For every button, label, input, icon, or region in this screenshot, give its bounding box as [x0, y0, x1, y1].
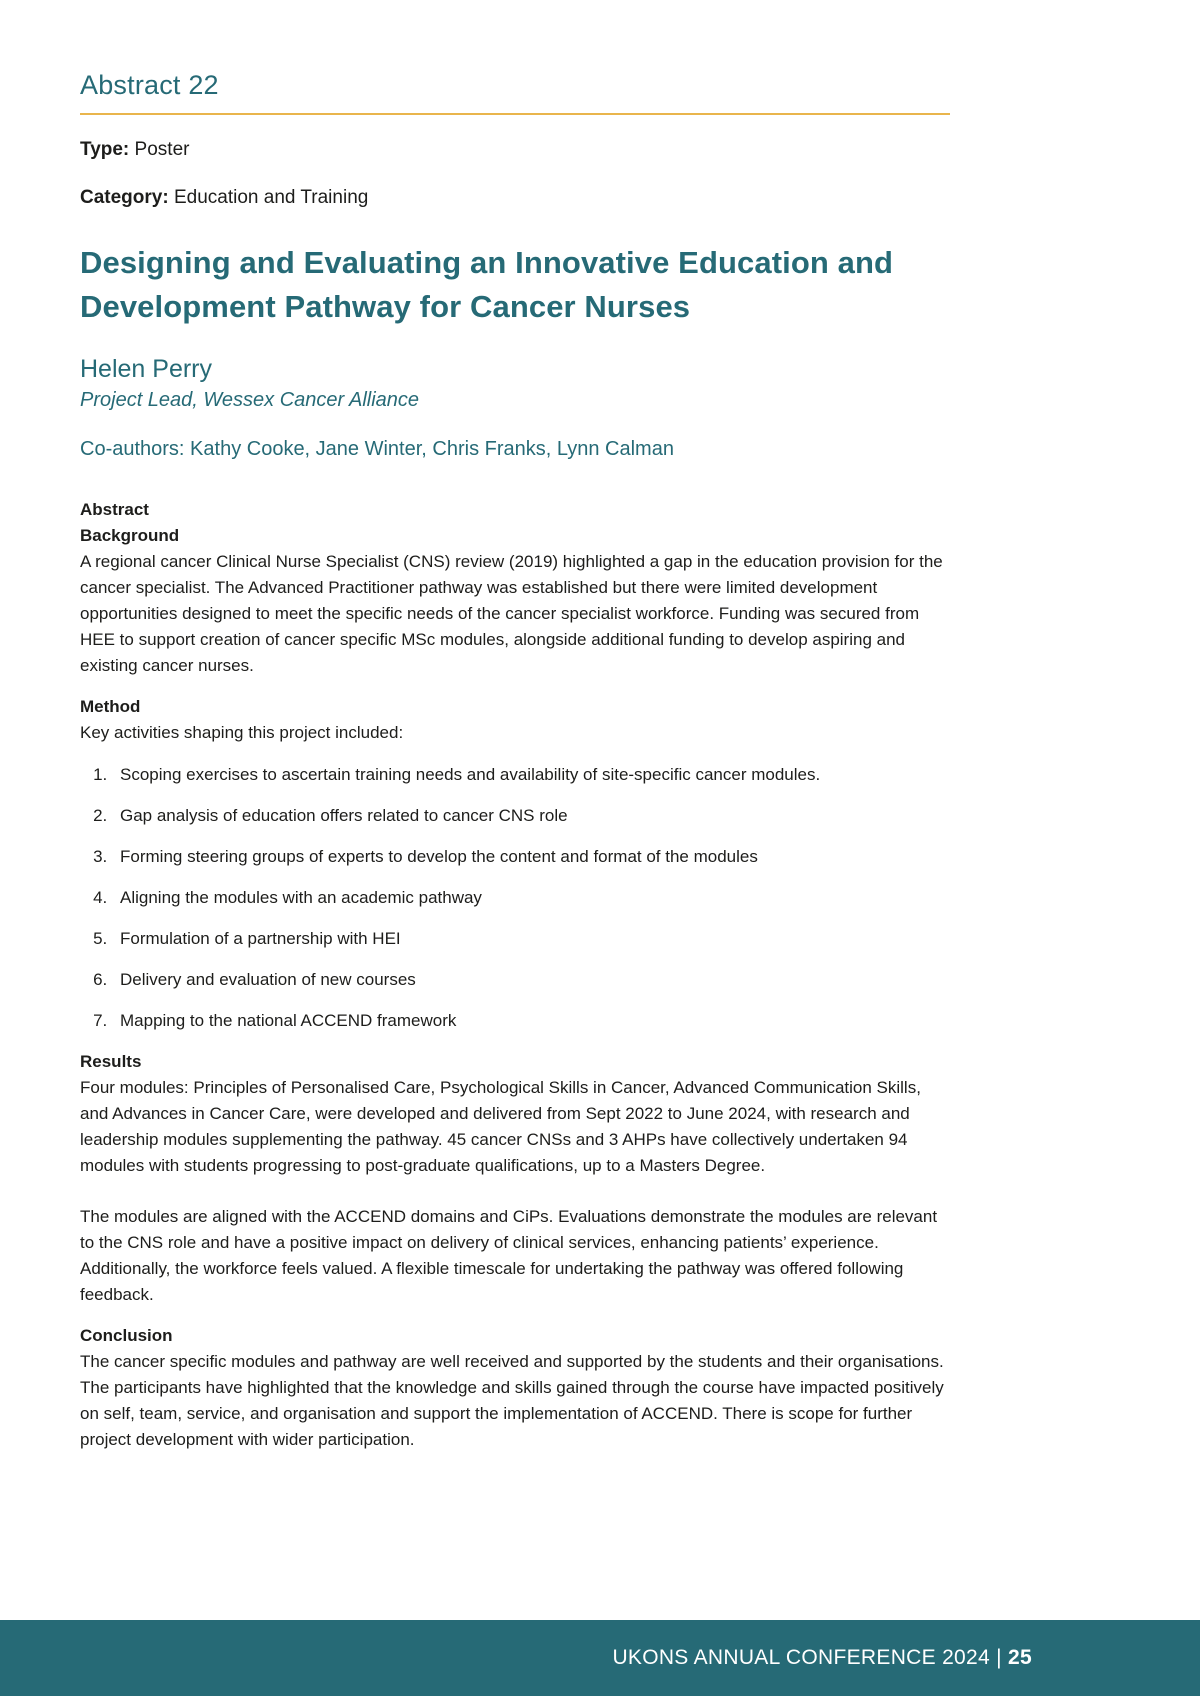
method-heading: Method	[80, 697, 141, 717]
footer-bar	[0, 1620, 1200, 1696]
footer-conference-text: UKONS ANNUAL CONFERENCE 2024	[612, 1646, 990, 1669]
type-label: Type:	[80, 139, 130, 160]
gold-divider	[80, 113, 950, 115]
abstract-heading: Abstract	[80, 500, 149, 520]
results-paragraph: The modules are aligned with the ACCEND domains and CiPs. Evaluations demonstrate the modules are relevant to the CNS role and have a positive impact on delivery of clinical services, enhancing patients’ experience. Additionally, the workforce feels valued. A flexible timescale for undertaking the pathway was offered following feedback.	[80, 1207, 938, 1305]
abstract-number-heading: Abstract 22	[80, 70, 219, 100]
category-label: Category:	[80, 187, 169, 208]
conclusion-heading: Conclusion	[80, 1326, 173, 1346]
section-results	[80, 1049, 952, 1308]
category-line	[80, 187, 950, 209]
method-step: 2. Gap analysis of education offers related to cancer CNS role	[112, 803, 952, 829]
results-paragraph: Four modules: Principles of Personalised Care, Psychological Skills in Cancer, Advanced Communication Skills, and Advances in Cancer Care, were developed and delivered from Sept 2022 to June 2024, with research and leadership modules supplementing the pathway. 45 cancer CNSs and 3 AHPs have collectively undertaken 94 modules with students progressing to post-graduate qualifications, up to a Masters Degree.	[80, 1078, 921, 1176]
type-value: Poster	[134, 139, 190, 160]
author-role: Project Lead, Wessex Cancer Alliance	[80, 389, 420, 412]
author-name: Helen Perry	[80, 355, 212, 384]
method-step: 3. Forming steering groups of experts to develop the content and format of the modules	[112, 844, 952, 870]
coauthors-line: Co-authors: Kathy Cooke, Jane Winter, Chris Franks, Lynn Calman	[80, 438, 674, 461]
abstract-body	[80, 497, 952, 1453]
footer-separator: |	[990, 1646, 1009, 1669]
conclusion-text: The cancer specific modules and pathway are well received and supported by the students and their organisations. The participants have highlighted that the knowledge and skills gained through the course have impacted positively on self, team, service, and organisation and support the implementation of ACCEND. There is scope for further project development with wider participation.	[80, 1352, 944, 1450]
background-heading: Background	[80, 526, 180, 546]
category-value: Education and Training	[173, 187, 369, 208]
method-step: 7. Mapping to the national ACCEND framework	[112, 1008, 952, 1034]
method-step: 1. Scoping exercises to ascertain training needs and availability of site-specific cancer modules.	[112, 762, 952, 788]
footer-page-number: 25	[1008, 1646, 1032, 1669]
page-title: Designing and Evaluating an Innovative Education and Development Pathway for Cancer Nurses	[80, 245, 894, 325]
section-method	[80, 694, 952, 1034]
method-step: 4. Aligning the modules with an academic pathway	[112, 885, 952, 911]
method-intro: Key activities shaping this project included:	[80, 723, 404, 743]
method-list	[80, 762, 952, 1034]
method-step: 6. Delivery and evaluation of new courses	[112, 967, 952, 993]
section-abstract	[80, 497, 952, 679]
method-step: 5. Formulation of a partnership with HEI	[112, 926, 952, 952]
results-heading: Results	[80, 1052, 142, 1072]
background-text: A regional cancer Clinical Nurse Specialist (CNS) review (2019) highlighted a gap in the education provision for the cancer specialist. The Advanced Practitioner pathway was established but there were limited development opportunities designed to meet the specific needs of the cancer specialist workforce. Funding was secured from HEE to support creation of cancer specific MSc modules, alongside additional funding to develop aspiring and existing cancer nurses.	[80, 552, 943, 676]
section-conclusion	[80, 1323, 952, 1453]
type-line	[80, 139, 950, 161]
